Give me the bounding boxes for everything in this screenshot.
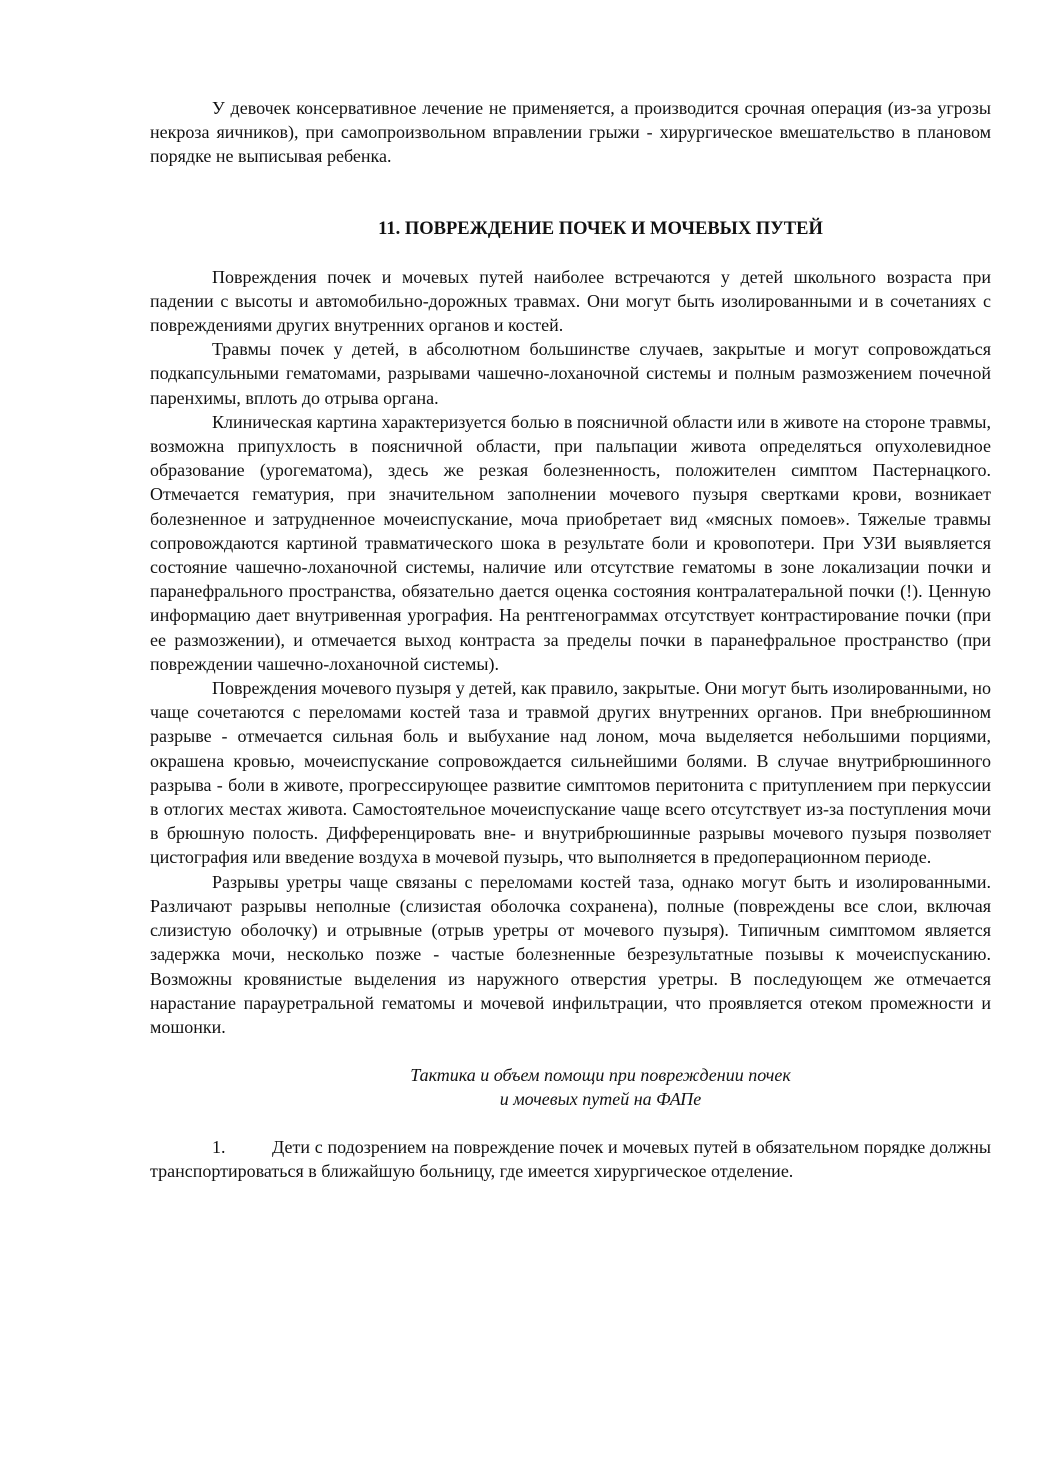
document-page bbox=[150, 96, 991, 1184]
subsection-title-line: Тактика и объем помощи при повреждении почек bbox=[410, 1065, 791, 1086]
list-item-number: 1. bbox=[212, 1137, 226, 1158]
body-paragraph: Повреждения почек и мочевых путей наиболее встречаются у детей школьного возраста при падении с высоты и автомобильно-дорожных травмах. Они могут быть изолированными и в сочетаниях с повреждениями других внутренних органов и костей. bbox=[150, 266, 991, 336]
subsection-title-line: и мочевых путей на ФАПе bbox=[499, 1089, 702, 1110]
list-item bbox=[150, 1135, 991, 1183]
subsection-title bbox=[150, 1063, 991, 1111]
section-heading: 11. ПОВРЕЖДЕНИЕ ПОЧЕК И МОЧЕВЫХ ПУТЕЙ bbox=[378, 218, 823, 239]
body-paragraph: Клиническая картина характеризуется болью в поясничной области или в животе на стороне травмы, возможна припухлость в поясничной области, при пальпации живота определяться опухолевидное образование (урогематома), здесь же резкая болезненность, положителен симптом Пастернацкого. Отмечается гематурия, при значительном заполнении мочевого пузыря свертками крови, возникает болезненное и затрудненное мочеиспускание, моча приобретает вид «мясных помоев». Тяжелые травмы сопровождаются картиной травматического шока в результате боли и кровопотери. При УЗИ выявляется состояние чашечно-лоханочной системы, наличие или отсутствие гематомы в зоне локализации почки и паранефрального пространства, обязательно дается оценка состояния контралатеральной почки (!). Ценную информацию дает внутривенная урография. На рентгенограммах отсутствует контрастирование почки (при ее размозжении), и отмечается выход контраста за пределы почки в паранефральное пространство (при повреждении чашечно-лоханочной системы). bbox=[150, 411, 991, 674]
intro-paragraph: У девочек консервативное лечение не применяется, а производится срочная операция (из-за угрозы некроза яичников), при самопроизвольном вправлении грыжи - хирургическое вмешательство в плановом порядке не выписывая ребенка. bbox=[150, 98, 991, 167]
body-paragraph: Повреждения мочевого пузыря у детей, как правило, закрытые. Они могут быть изолированными, но чаще сочетаются с переломами костей таза и травмой других внутренних органов. При внебрюшинном разрыве - отмечается сильная боль и выбухание над лоном, моча выделяется небольшими порциями, окрашена кровью, мочеиспускание сопровождается сильнейшими болями. В случае внутрибрюшинного разрыва - боли в животе, прогрессирующее развитие симптомов перитонита с притуплением при перкуссии в отлогих местах живота. Самостоятельное мочеиспускание чаще всего отсутствует из-за поступления мочи в брюшную полость. Дифференцировать вне- и внутрибрюшинные разрывы мочевого пузыря позволяет цистография или введение воздуха в мочевой пузырь, что выполняется в предоперационном периоде. bbox=[150, 678, 991, 868]
body-paragraph: Разрывы уретры чаще связаны с переломами костей таза, однако могут быть и изолированными. Различают разрывы неполные (слизистая оболочка сохранена), полные (повреждены все слои, включая слизистую оболочку) и отрывные (отрыв уретры от мочевого пузыря). Типичным симптомом является задержка мочи, несколько позже - частые болезненные безрезультатные позывы к мочеиспусканию. Возможны кровянистые выделения из наружного отверстия уретры. В последующем же отмечается нарастание парауретральной гематомы и мочевой инфильтрации, что проявляется отеком промежности и мошонки. bbox=[150, 871, 991, 1037]
list-item-text: Дети с подозрением на повреждение почек и мочевых путей в обязательном порядке должны транспортироваться в ближайшую больницу, где имеется хирургическое отделение. bbox=[150, 1137, 991, 1182]
body-paragraph: Травмы почек у детей, в абсолютном большинстве случаев, закрытые и могут сопровождаться подкапсульными гематомами, разрывами чашечно-лоханочной системы и полным размозжением почечной паренхимы, вплоть до отрыва органа. bbox=[150, 339, 991, 408]
